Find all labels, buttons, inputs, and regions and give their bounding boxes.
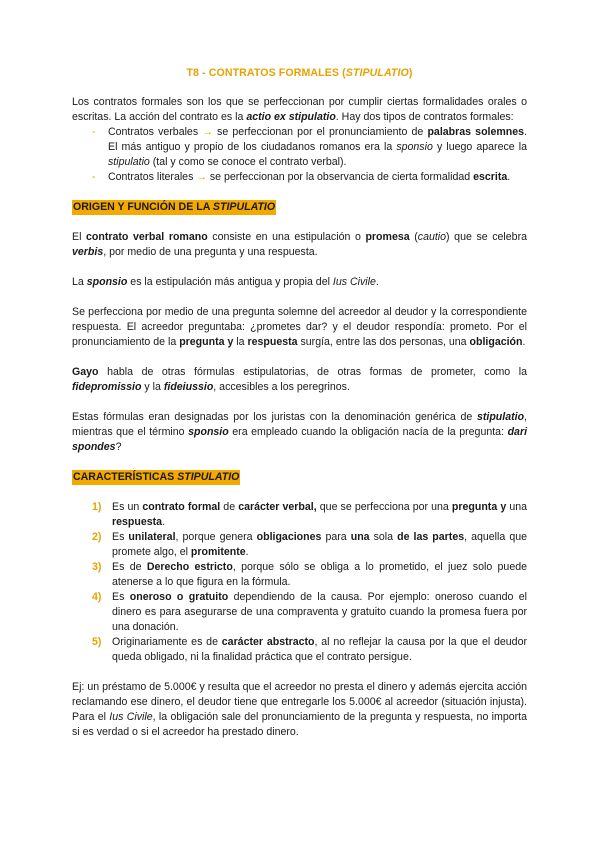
list-item: 4) Es oneroso o gratuito dependiendo de la causa. Por ejemplo: oneroso cuando el dinero es para asegurarse de una compraventa y gratuito cuando la promesa fuera por una donación. — [92, 591, 527, 633]
list-item: 1) Es un contrato formal de carácter verbal, que se perfecciona por una pregunta y una respuesta. — [92, 501, 527, 528]
list-item: 3) Es de Derecho estricto, porque sólo se obliga a lo prometido, el juez solo puede atenerse a lo que figura en la fórmula. — [92, 561, 527, 588]
paragraph: Estas fórmulas eran designadas por los juristas con la denominación genérica de stipulatio, mientras que el término sponsio era empleado cuando la obligación nacía de la pregunta: dari spondes? — [72, 411, 528, 453]
section-heading-caracteristicas: CARACTERÍSTICAS STIPULATIO — [73, 471, 240, 483]
item-number: 5) — [92, 636, 102, 648]
example-paragraph: Ej: un préstamo de 5.000€ y resulta que el acreedor no presta el dinero y además ejercita acción reclamando ese dinero, el deudor tiene que entregarle los 5.000€ al acreedor (situación injusta). Para el Ius Civile, la obligación sale del pronunciamiento de la pregunta y respuesta, no importa si es verdad o si el acreedor ha prestado dinero. — [72, 681, 527, 738]
bullet-dash: - — [92, 126, 96, 138]
item-number: 2) — [92, 531, 102, 543]
paragraph: La sponsio es la estipulación más antigua y propia del Ius Civile. — [72, 276, 379, 288]
arrow-right-icon: → — [202, 126, 213, 138]
characteristics-list — [72, 500, 527, 665]
page-title: T8 - CONTRATOS FORMALES (STIPULATIO) — [186, 67, 413, 79]
section-heading-origen: ORIGEN Y FUNCIÓN DE LA STIPULATIO — [73, 201, 276, 213]
arrow-right-icon: → — [196, 171, 207, 183]
paragraph: Gayo habla de otras fórmulas estipulatorias, de otras formas de prometer, como la fidepromissio y la fideiussio, accesibles a los peregrinos. — [72, 366, 527, 393]
item-number: 4) — [92, 591, 102, 603]
paragraph: El contrato verbal romano consiste en una estipulación o promesa (cautio) que se celebra verbis, por medio de una pregunta y una respuesta. — [72, 231, 527, 258]
paragraph: Se perfecciona por medio de una pregunta solemne del acreedor al deudor y la correspondiente respuesta. El acreedor preguntaba: ¿prometes dar? y el deudor respondía: prometo. Por el pronunciamiento de la pregunta y la respuesta surgía, entre las dos personas, una obligación. — [72, 306, 527, 348]
intro-paragraph: Los contratos formales son los que se perfeccionan por cumplir ciertas formalidades orales o escritas. La acción del contrato es la actio ex stipulatio. Hay dos tipos de contratos formales: — [72, 96, 527, 123]
bullet-dash: - — [92, 171, 96, 183]
list-item: - Contratos literales → se perfeccionan por la observancia de cierta formalidad escrita. — [92, 171, 511, 183]
list-item: 2) Es unilateral, porque genera obligaciones para una sola de las partes, aquella que promete algo, el promitente. — [92, 531, 528, 558]
contract-types-list — [72, 125, 527, 185]
list-item: 5) Originariamente es de carácter abstracto, al no reflejar la causa por la que el deudor queda obligado, ni la finalidad práctica que el contrato persigue. — [92, 636, 527, 663]
item-number: 3) — [92, 561, 102, 573]
page-content — [72, 66, 527, 740]
list-item: - Contratos verbales → se perfeccionan por el pronunciamiento de palabras solemnes. El más antiguo y propio de los ciudadanos romanos era la sponsio y luego aparece la stipulatio (tal y como se conoce el contrato verbal). — [92, 126, 528, 168]
item-number: 1) — [92, 501, 102, 513]
